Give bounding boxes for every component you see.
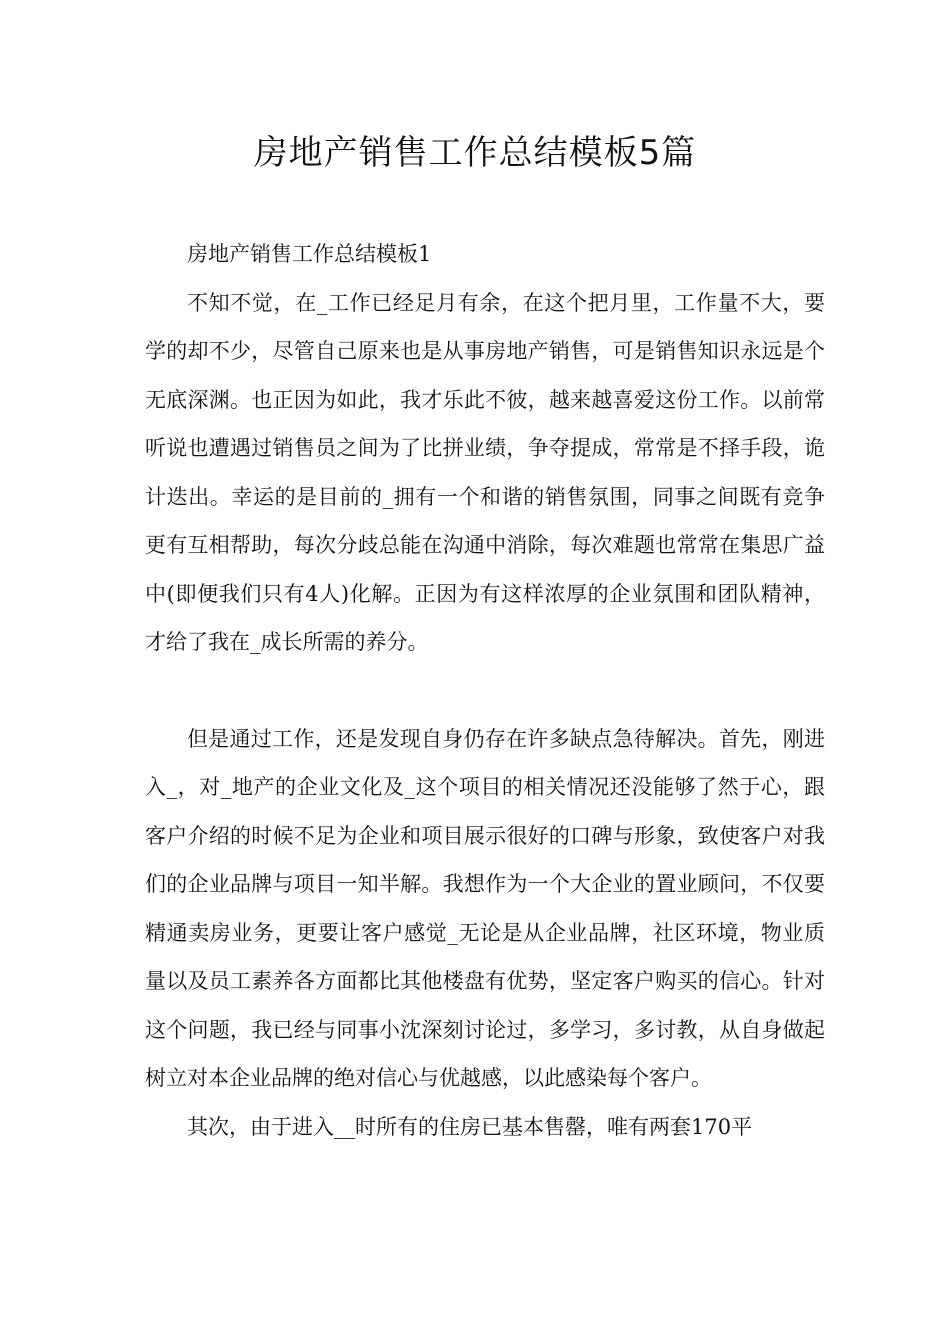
document-title: 房地产销售工作总结模板5篇 xyxy=(253,133,697,173)
document-body xyxy=(145,230,825,1151)
section-heading: 房地产销售工作总结模板1 xyxy=(187,242,432,266)
paragraph: 但是通过工作，还是发现自身仍存在许多缺点急待解决。首先，刚进入_，对_地产的企业文化及_这个项目的相关情况还没能够了然于心，跟客户介绍的时候不足为企业和项目展示很好的口碑与形象，致使客户对我们的企业品牌与项目一知半解。我想作为一个大企业的置业顾问，不仅要精通卖房业务，更要让客户感觉_无论是从企业品牌，社区环境，物业质量以及员工素养各方面都比其他楼盘有优势，坚定客户购买的信心。针对这个问题，我已经与同事小沈深刻讨论过，多学习，多讨教，从自身做起树立对本企业品牌的绝对信心与优越感，以此感染每个客户。 xyxy=(145,726,825,1090)
paragraph: 不知不觉，在_工作已经足月有余，在这个把月里，工作量不大，要学的却不少，尽管自己原来也是从事房地产销售，可是销售知识永远是个无底深渊。也正因为如此，我才乐此不彼，越来越喜爱这份工作。以前常听说也遭遇过销售员之间为了比拼业绩，争夺提成，常常是不择手段，诡计迭出。幸运的是目前的_拥有一个和谐的销售氛围，同事之间既有竞争更有互相帮助，每次分歧总能在沟通中消除，每次难题也常常在集思广益中(即便我们只有4人)化解。正因为有这样浓厚的企业氛围和团队精神，才给了我在_成长所需的养分。 xyxy=(145,290,825,654)
paragraph: 其次，由于进入__时所有的住房已基本售罄，唯有两套170平 xyxy=(187,1114,753,1139)
